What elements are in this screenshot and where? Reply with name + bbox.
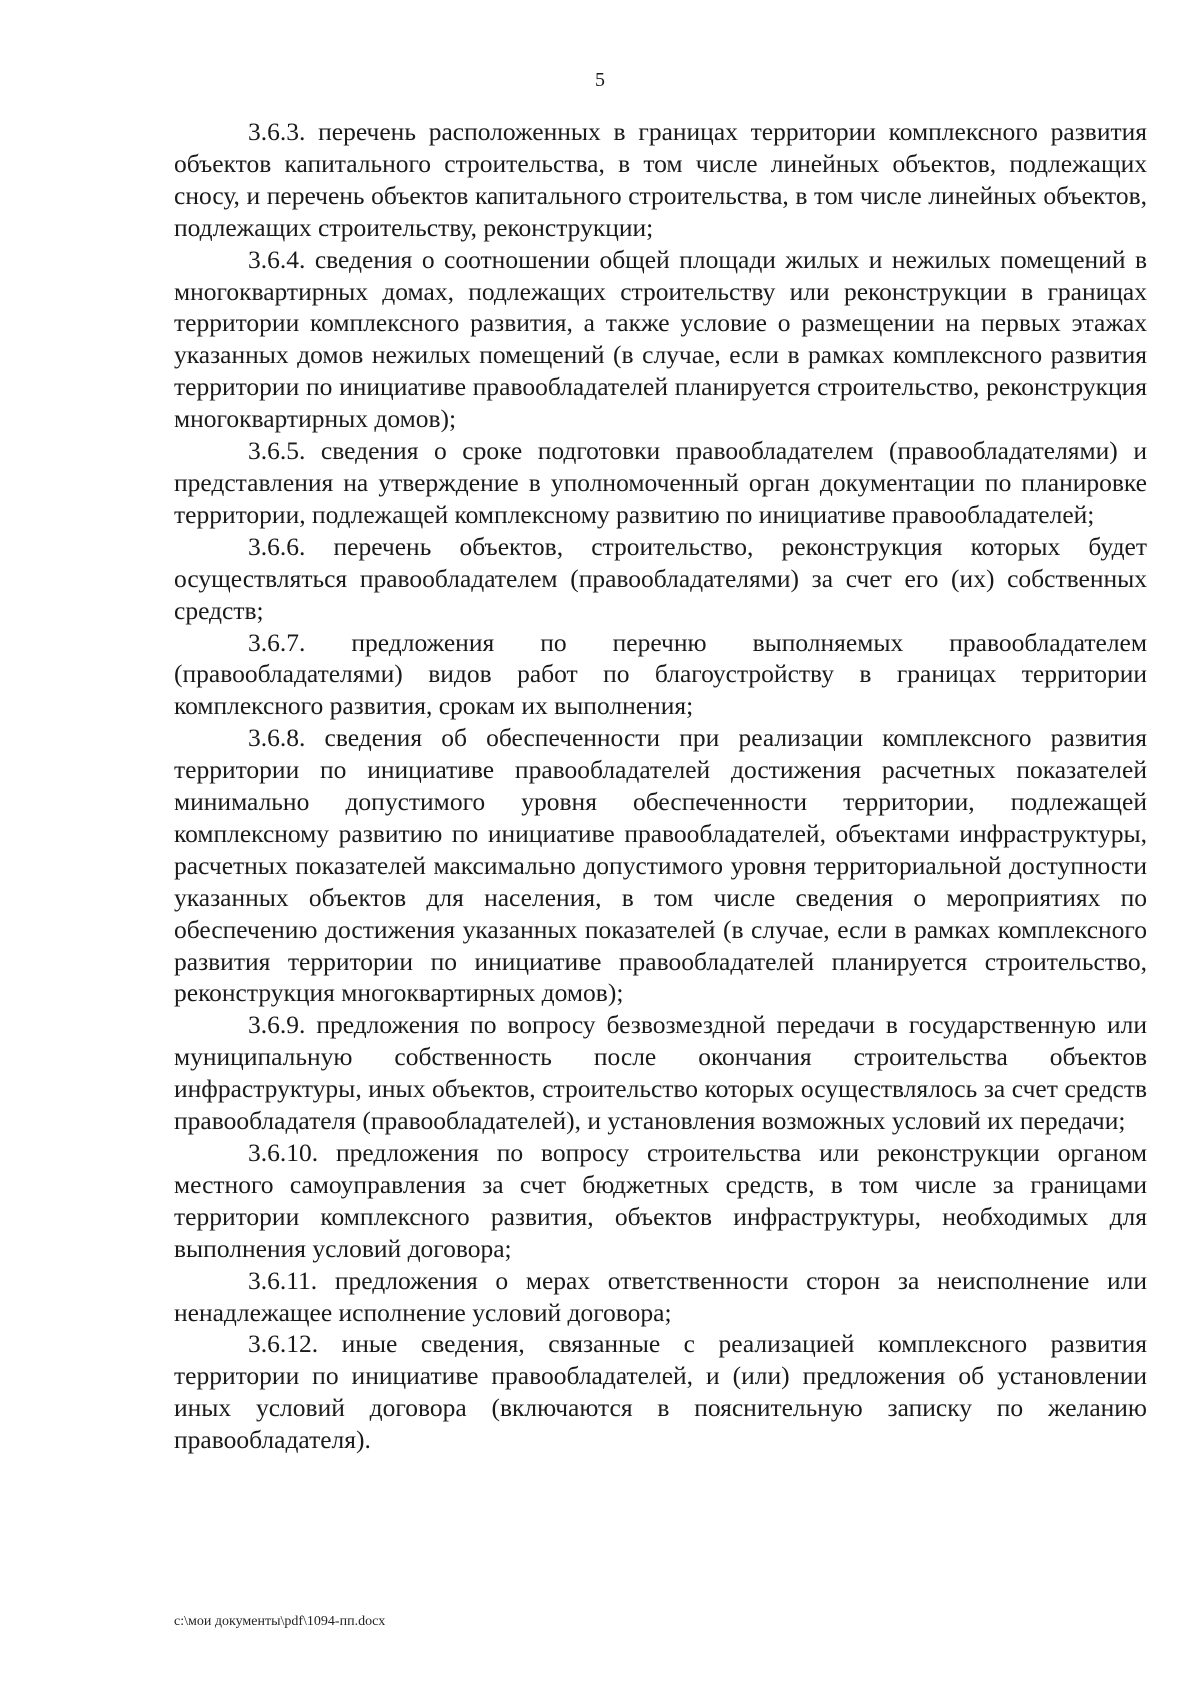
paragraph-3-6-5: 3.6.5. сведения о сроке подготовки правообладателем (правообладателями) и представления на утверждение в уполномоченный орган документации по планировке территории, подлежащей комплексному развитию по инициативе правообладателей; (174, 436, 1147, 529)
paragraph-3-6-8: 3.6.8. сведения об обеспеченности при реализации комплексного развития территории по инициативе правообладателей достижения расчетных показателей минимально допустимого уровня обеспеченности территории, подлежащей комплексному развитию по инициативе правообладателей, объектами инфраструктуры, расчетных показателей максимально допустимого уровня территориальной доступности указанных объектов для населения, в том числе сведения о мероприятиях по обеспечению достижения указанных показателей (в случае, если в рамках комплексного развития территории по инициативе правообладателей планируется строительство, реконструкция многоквартирных домов); (174, 723, 1147, 1008)
file-path-footer: c:\мои документы\pdf\1094-пп.docx (174, 1614, 386, 1629)
paragraph-3-6-12: 3.6.12. иные сведения, связанные с реализацией комплексного развития территории по инициативе правообладателей, и (или) предложения об установлении иных условий договора (включаются в пояснительную записку по желанию правообладателя). (174, 1329, 1147, 1455)
paragraph-3-6-6: 3.6.6. перечень объектов, строительство, реконструкция которых будет осуществляться правообладателем (правообладателями) за счет его (их) собственных средств; (174, 531, 1147, 625)
paragraph-3-6-10: 3.6.10. предложения по вопросу строительства или реконструкции органом местного самоуправления за счет бюджетных средств, в том числе за границами территории комплексного развития, объектов инфраструктуры, необходимых для выполнения условий договора; (174, 1138, 1147, 1263)
paragraph-3-6-9: 3.6.9. предложения по вопросу безвозмездной передачи в государственную или муниципальную собственность после окончания строительства объектов инфраструктуры, иных объектов, строительство которых осуществлялось за счет средств правообладателя (правообладателей), и установления возможных условий их передачи; (174, 1010, 1147, 1136)
paragraph-3-6-11: 3.6.11. предложения о мерах ответственности сторон за неисполнение или ненадлежащее исполнение условий договора; (174, 1265, 1147, 1327)
document-body (174, 116, 1147, 1456)
paragraph-3-6-4: 3.6.4. сведения о соотношении общей площади жилых и нежилых помещений в многоквартирных домах, подлежащих строительству или реконструкции в границах территории комплексного развития, а также условие о размещении на первых этажах указанных домов нежилых помещений (в случае, если в рамках комплексного развития территории по инициативе правообладателей планируется строительство, реконструкция многоквартирных домов); (174, 244, 1147, 434)
paragraph-3-6-3: 3.6.3. перечень расположенных в границах территории комплексного развития объектов капитального строительства, в том числе линейных объектов, подлежащих сносу, и перечень объектов капитального строительства, в том числе линейных объектов, подлежащих строительству, реконструкции; (174, 117, 1147, 242)
page-number: 5 (595, 69, 605, 91)
paragraph-3-6-7: 3.6.7. предложения по перечню выполняемых правообладателем (правообладателями) видов работ по благоустройству в границах территории комплексного развития, срокам их выполнения; (174, 627, 1147, 721)
